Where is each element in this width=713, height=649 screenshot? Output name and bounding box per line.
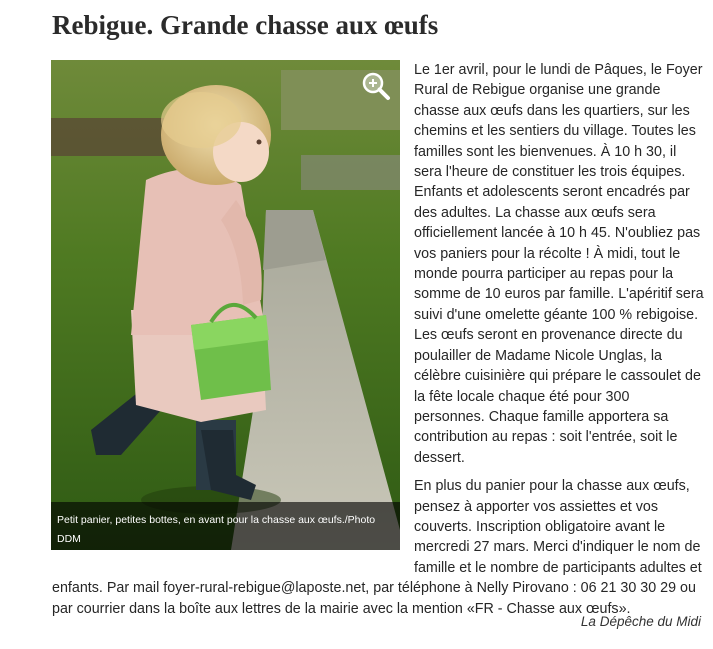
article-signature: La Dépêche du Midi xyxy=(580,614,701,629)
article-paragraph-1: Le 1er avril, pour le lundi de Pâques, le Foyer Rural de Rebigue organise une grande chasse aux œufs dans les quartiers, sur les chemins et les sentiers du village. Toutes les familles sont les bienvenues. À 10 h 30, il sera l'heure de constituer les trois équipes. Enfants et adolescents seront encadrés par des adultes. La chasse aux œufs sera officiellement lancée à 10 h 45. N'oubliez pas vos paniers pour la récolte ! À midi, tout le monde pourra participer au repas pour la somme de 10 euros par famille. L'apéritif sera suivi d'une omelette géante 100 % rebigoise. Les œufs seront en provenance directe du poulailler de Madame Nicole Unglas, la célèbre cuisinière qui prépare le cassoulet de la fête locale chaque été pour 300 personnes. Chaque famille apportera sa contribution au repas : soit l'entrée, soit le dessert. xyxy=(414,62,704,466)
article-title: Rebigue. Grande chasse aux œufs xyxy=(52,10,439,40)
zoom-button[interactable] xyxy=(360,70,392,102)
article-paragraph-2: En plus du panier pour la chasse aux œufs, pensez à apporter vos assiettes et vos couverts. Inscription obligatoire avant le mercredi 27 mars. Merci d'indiquer le nom de famille et le nombre de participants adultes et enfants. Par mail foyer-rural-rebigue@laposte.net, par téléphone à Nelly Pirovano : 06 21 30 30 29 ou par courrier dans la boîte aux lettres de la mairie avec la mention «FR - Chasse aux œufs». xyxy=(52,478,702,617)
magnifier-zoom-icon xyxy=(360,70,392,102)
article-photo[interactable] xyxy=(51,60,400,550)
photo-illustration xyxy=(51,60,400,550)
photo-caption: Petit panier, petites bottes, en avant pour la chasse aux œufs./Photo DDM xyxy=(51,502,400,550)
